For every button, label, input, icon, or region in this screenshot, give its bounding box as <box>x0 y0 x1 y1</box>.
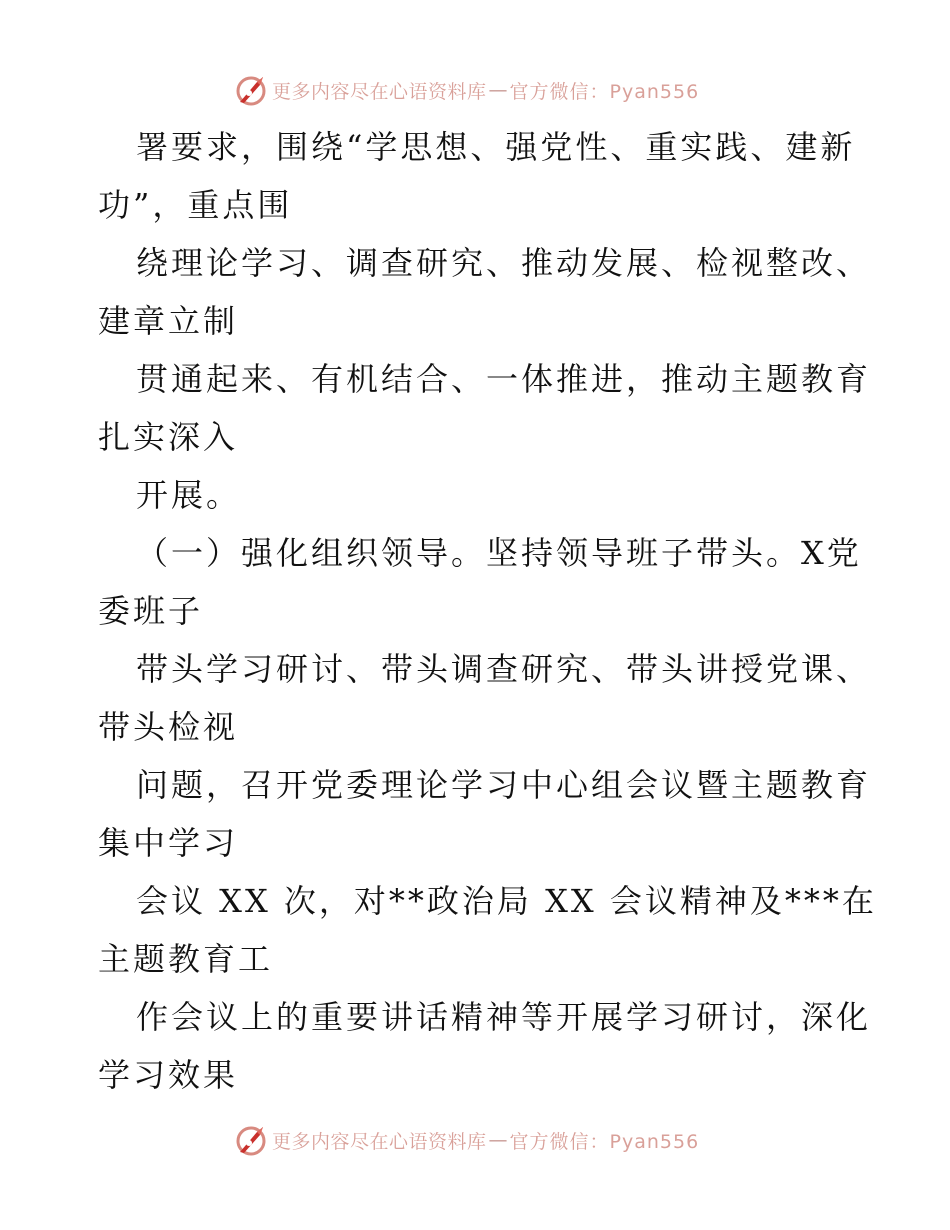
footer-watermark <box>234 1122 699 1158</box>
text-line: 集中学习 <box>98 824 239 862</box>
watermark-separator: — <box>488 79 508 101</box>
text-line: 署要求，围绕“学思想、强党性、重实践、建新 <box>136 128 856 166</box>
watermark-contact-text: 官方微信：Pyan556 <box>509 80 700 103</box>
document-body <box>98 118 877 1104</box>
header-watermark <box>234 72 699 108</box>
text-line: 建章立制 <box>98 302 239 340</box>
text-line: 主题教育工 <box>98 940 274 978</box>
watermark-contact-text: 官方微信：Pyan556 <box>509 1130 700 1153</box>
text-line: 贯通起来、有机结合、一体推进，推动主题教育 <box>136 360 872 398</box>
text-line: 带头学习研讨、带头调查研究、带头讲授党课、 <box>136 650 872 688</box>
text-line: 功”，重点围 <box>98 186 293 224</box>
text-line: 学习效果 <box>98 1056 239 1094</box>
watermark-brand-text: 更多内容尽在心语资料库 <box>272 80 487 103</box>
text-line: 带头检视 <box>98 708 239 746</box>
text-line: （一）强化组织领导。坚持领导班子带头。X党 <box>136 534 862 572</box>
text-line: 开展。 <box>136 476 242 514</box>
watermark-separator: — <box>488 1129 508 1151</box>
text-line: 绕理论学习、调查研究、推动发展、检视整改、 <box>136 244 872 282</box>
quill-pen-logo-icon <box>234 1123 268 1157</box>
text-line: 作会议上的重要讲话精神等开展学习研讨，深化 <box>136 998 872 1036</box>
watermark-brand-text: 更多内容尽在心语资料库 <box>272 1130 487 1153</box>
text-line: 会议 XX 次，对**政治局 XX 会议精神及***在 <box>136 882 877 920</box>
text-line: 扎实深入 <box>98 418 239 456</box>
text-line: 问题，召开党委理论学习中心组会议暨主题教育 <box>136 766 872 804</box>
text-line: 委班子 <box>98 592 204 630</box>
quill-pen-logo-icon <box>234 73 268 107</box>
